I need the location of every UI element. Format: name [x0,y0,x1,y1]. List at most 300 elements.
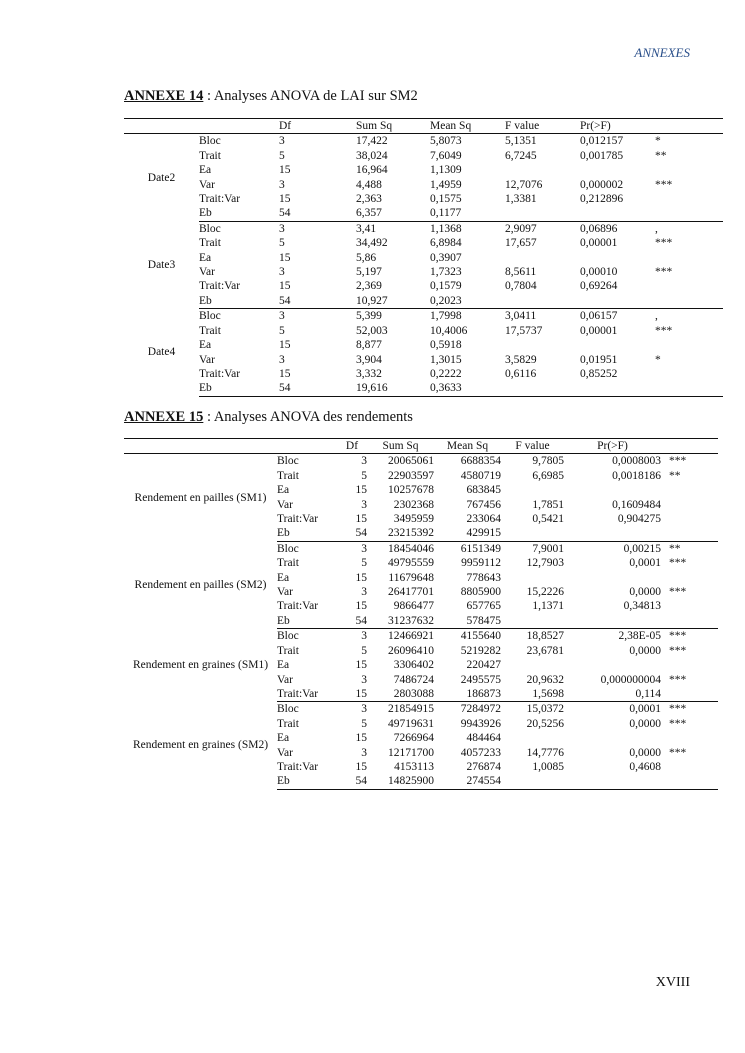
group-label: Date2 [147,171,176,184]
meansq-cell: 7284972 [460,703,501,716]
meansq-cell: 1,4959 [430,178,462,191]
sumsq-cell: 5,399 [356,310,382,323]
source-cell: Ea [277,571,290,584]
source-cell: Trait [277,717,299,730]
table-row [124,454,718,469]
signif-cell [661,526,718,541]
df-cell: 54 [337,526,367,541]
source-cell: Var [277,673,293,686]
pvalue-cell [580,294,655,309]
df-cell: 15 [355,600,367,613]
fvalue-cell [505,338,580,352]
meansq-cell: 0,1579 [430,280,462,293]
group-label: Rendement en graines (SM1) [132,659,269,672]
annexe15-label: ANNEXE 15 [124,409,204,425]
signif-cell [661,774,718,789]
pvalue-cell: 0,69264 [580,280,618,293]
fvalue-cell: 23,6781 [526,644,564,657]
pvalue-cell [564,614,661,629]
fvalue-cell [501,526,564,541]
column-header: Mean Sq [430,119,505,134]
signif-cell: *** [669,644,687,657]
table-row [124,134,723,149]
table-header-row [124,119,723,134]
pvalue-cell [564,571,661,585]
group-header [124,119,199,134]
df-cell: 3 [279,310,285,323]
meansq-cell: 6151349 [460,542,501,555]
fvalue-cell [501,483,564,497]
source-cell: Trait [199,237,221,250]
sumsq-cell: 26096410 [388,644,434,657]
sumsq-cell: 3,332 [356,367,382,380]
df-cell: 3 [361,630,367,643]
sumsq-cell: 3,904 [356,353,382,366]
pvalue-cell: 0,0000 [629,717,661,730]
pvalue-cell: 0,212896 [580,193,624,206]
source-cell: Bloc [199,222,221,235]
fvalue-cell [505,251,580,265]
pvalue-cell: 0,85252 [580,367,618,380]
sumsq-cell: 2,369 [356,280,382,293]
pvalue-cell: 0,0000 [629,746,661,759]
pvalue-cell: 0,904275 [617,513,661,526]
source-cell: Var [199,353,215,366]
meansq-cell: 0,1177 [430,206,505,221]
df-cell: 3 [361,455,367,468]
pvalue-cell [580,206,655,221]
table-row [124,353,723,367]
df-cell: 54 [279,294,356,309]
column-header: F value [501,439,564,454]
fvalue-cell: 6,7245 [505,149,537,162]
sumsq-cell: 14825900 [367,774,434,789]
signif-cell: *** [669,557,687,570]
signif-cell [661,571,718,585]
df-cell: 54 [279,206,356,221]
table-row [124,149,723,163]
fvalue-cell: 15,0372 [526,703,564,716]
fvalue-cell [501,658,564,672]
meansq-cell: 274554 [434,774,501,789]
annexe14-anova-table [124,118,723,397]
meansq-cell: 7,6049 [430,149,462,162]
df-cell: 3 [279,222,285,235]
df-cell: 15 [279,251,291,264]
df-cell: 15 [279,367,291,380]
pvalue-cell [564,774,661,789]
signif-cell [655,163,723,177]
source-cell: Bloc [277,703,299,716]
df-cell: 5 [279,149,285,162]
meansq-cell: 233064 [466,513,501,526]
source-cell: Ea [199,339,212,352]
fvalue-cell: 12,7076 [505,178,543,191]
source-cell: Trait:Var [277,600,319,613]
sumsq-cell: 16,964 [356,164,388,177]
df-cell: 15 [279,193,291,206]
annexe14-label: ANNEXE 14 [124,88,204,104]
signif-cell: , [655,310,658,323]
pvalue-cell: 0,34813 [623,600,661,613]
signif-cell: *** [669,455,687,468]
source-cell: Var [199,178,215,191]
signif-cell [655,338,723,352]
pvalue-cell: 0,0018186 [612,469,661,482]
sumsq-cell: 8,877 [356,339,382,352]
fvalue-cell: 3,5829 [505,353,537,366]
sumsq-cell: 52,003 [356,324,388,337]
annexe15-anova-table [124,438,718,790]
pvalue-cell: 0,1609484 [612,498,661,511]
df-cell: 15 [355,571,367,584]
sumsq-cell: 12466921 [388,630,434,643]
signif-cell: *** [669,703,687,716]
fvalue-cell: 6,6985 [532,469,564,482]
meansq-cell: 276874 [466,760,501,773]
meansq-cell: 683845 [466,484,501,497]
df-cell: 15 [279,280,291,293]
df-cell: 5 [361,469,367,482]
sumsq-cell: 5,197 [356,266,382,279]
sumsq-cell: 22903597 [388,469,434,482]
fvalue-cell [505,206,580,221]
fvalue-cell: 0,5421 [532,513,564,526]
pvalue-cell: 0,0001 [629,557,661,570]
pvalue-cell: 0,0008003 [612,455,661,468]
group-label: Date4 [147,346,176,359]
pvalue-cell: 2,38E-05 [618,630,661,643]
column-header: Mean Sq [434,439,501,454]
pvalue-cell: 0,06896 [580,222,618,235]
group-label: Date3 [147,258,176,271]
fvalue-cell: 14,7776 [526,746,564,759]
source-cell: Trait:Var [277,760,319,773]
df-cell: 5 [361,644,367,657]
table-row [124,236,723,250]
sumsq-cell: 3495959 [393,513,434,526]
source-cell: Trait [277,469,299,482]
table-row [124,192,723,206]
fvalue-cell: 20,5256 [526,717,564,730]
annexe15-title [124,409,413,426]
sumsq-cell: 2302368 [393,498,434,511]
signif-cell: ** [669,469,681,482]
signif-cell [655,279,723,293]
meansq-cell: 5,8073 [430,135,462,148]
df-cell: 3 [279,178,285,191]
signif-cell: , [655,222,658,235]
pvalue-cell: 0,4608 [629,760,661,773]
table-row [124,324,723,338]
meansq-cell: 1,7323 [430,266,462,279]
df-cell: 15 [355,513,367,526]
table-row [124,221,723,236]
sumsq-cell: 17,422 [356,135,388,148]
fvalue-cell: 1,5698 [501,687,564,702]
sumsq-cell: 11679648 [388,571,434,584]
signif-cell: *** [655,324,673,337]
df-cell: 3 [361,498,367,511]
source-cell: Trait:Var [199,367,241,380]
signif-cell [655,192,723,206]
column-header: Df [337,439,367,454]
fvalue-cell: 9,7805 [532,455,564,468]
fvalue-cell [501,614,564,629]
df-cell: 3 [279,135,285,148]
row-group [124,221,723,308]
group-label: Rendement en graines (SM2) [132,739,269,752]
pvalue-cell: 0,01951 [580,353,618,366]
meansq-cell: 4057233 [460,746,501,759]
fvalue-cell [501,774,564,789]
fvalue-cell: 12,7903 [526,557,564,570]
source-cell: Var [277,586,293,599]
table-row [124,251,723,265]
meansq-cell: 4580719 [460,469,501,482]
source-cell: Trait:Var [277,513,319,526]
sumsq-cell: 49719631 [388,717,434,730]
group-label: Rendement en pailles (SM2) [134,578,267,591]
annexe14-caption: : Analyses ANOVA de LAI sur SM2 [203,88,418,104]
signif-cell: *** [669,586,687,599]
meansq-cell: 186873 [434,687,501,702]
annexe14-title [124,88,418,105]
pvalue-cell [580,381,655,396]
sumsq-cell: 18454046 [388,542,434,555]
column-header: F value [505,119,580,134]
source-cell: Bloc [199,310,221,323]
source-cell: Trait [199,324,221,337]
df-cell: 15 [355,484,367,497]
table-row [124,163,723,177]
signif-cell: ** [655,149,667,162]
df-cell: 3 [361,746,367,759]
df-cell: 15 [279,339,291,352]
column-header: Sum Sq [356,119,430,134]
column-header: Sum Sq [367,439,434,454]
source-cell: Ea [277,732,290,745]
source-cell: Var [277,746,293,759]
table-row [124,367,723,381]
meansq-cell: 578475 [434,614,501,629]
source-cell: Trait [277,644,299,657]
fvalue-cell: 20,9632 [526,673,564,686]
meansq-cell: 1,3015 [430,353,462,366]
signif-cell: *** [669,630,687,643]
fvalue-cell: 1,7851 [532,498,564,511]
signif-cell: * [655,135,661,148]
meansq-cell: 0,3633 [430,381,505,396]
pvalue-cell: 0,0000 [629,644,661,657]
signif-cell [661,599,718,613]
row-group [124,134,723,221]
fvalue-cell: 8,5611 [505,266,537,279]
source-header [199,119,279,134]
fvalue-cell: 1,0085 [532,760,564,773]
pvalue-cell [564,731,661,745]
sumsq-cell: 26417701 [388,586,434,599]
signif-cell: *** [669,717,687,730]
source-cell: Bloc [199,135,221,148]
row-group [124,629,718,702]
sumsq-cell: 19,616 [356,381,430,396]
df-cell: 54 [279,381,356,396]
source-cell: Bloc [277,455,299,468]
signif-cell [655,381,723,396]
pvalue-cell: 0,06157 [580,310,618,323]
df-cell: 54 [337,774,367,789]
row-group [124,454,718,541]
source-cell: Trait:Var [199,280,241,293]
source-cell: Eb [199,381,279,396]
running-header: ANNEXES [634,45,690,60]
column-header: Pr(>F) [564,439,661,454]
source-cell: Eb [199,294,279,309]
meansq-cell: 0,1575 [430,193,462,206]
fvalue-cell: 17,5737 [505,324,543,337]
meansq-cell: 0,3907 [430,251,462,264]
pvalue-cell [580,338,655,352]
source-cell: Ea [277,659,290,672]
sumsq-cell: 10,927 [356,294,430,309]
sumsq-cell: 6,357 [356,206,430,221]
pvalue-cell [564,526,661,541]
sumsq-cell: 34,492 [356,237,388,250]
source-cell: Eb [199,206,279,221]
sumsq-cell: 2803088 [367,687,434,702]
df-cell: 5 [361,557,367,570]
sumsq-cell: 10257678 [388,484,434,497]
fvalue-cell: 5,1351 [505,135,537,148]
signif-cell [661,614,718,629]
df-cell: 3 [361,586,367,599]
df-cell: 3 [361,703,367,716]
meansq-cell: 1,1309 [430,164,462,177]
signif-cell [661,512,718,526]
source-cell: Trait:Var [199,193,241,206]
fvalue-cell: 1,3381 [505,193,537,206]
sumsq-cell: 2,363 [356,193,382,206]
signif-cell: * [655,353,661,366]
df-cell: 15 [355,659,367,672]
fvalue-cell [505,163,580,177]
meansq-cell: 1,7998 [430,310,462,323]
sumsq-cell: 9866477 [393,600,434,613]
sumsq-cell: 7266964 [393,732,434,745]
pvalue-cell: 0,114 [564,687,661,702]
sumsq-cell: 5,86 [356,251,377,264]
page-number: XVIII [655,975,690,990]
df-cell: 5 [279,237,285,250]
pvalue-cell: 0,001785 [580,149,624,162]
sumsq-cell: 38,024 [356,149,388,162]
fvalue-cell: 17,657 [505,237,537,250]
source-cell: Trait [199,149,221,162]
df-cell: 15 [355,732,367,745]
source-cell: Bloc [277,630,299,643]
sumsq-cell: 23215392 [367,526,434,541]
signif-header [655,119,723,134]
df-cell: 3 [361,542,367,555]
signif-cell: *** [655,266,673,279]
pvalue-cell: 0,000002 [580,178,624,191]
source-cell: Eb [277,526,337,541]
signif-cell [661,760,718,774]
signif-cell [655,206,723,221]
meansq-cell: 10,4006 [430,324,468,337]
meansq-cell: 1,1368 [430,222,462,235]
table-row [124,178,723,192]
table-row [124,279,723,293]
signif-cell [661,731,718,745]
fvalue-cell: 15,2226 [526,586,564,599]
sumsq-cell: 4153113 [394,760,434,773]
meansq-cell: 0,5918 [430,339,462,352]
source-cell: Eb [277,774,337,789]
meansq-cell: 0,2023 [430,294,505,309]
signif-cell [661,687,718,702]
fvalue-cell [505,294,580,309]
sumsq-cell: 3,41 [356,222,377,235]
sumsq-cell: 3306402 [393,659,434,672]
table-header-row [124,439,718,454]
pvalue-cell: 0,00001 [580,324,618,337]
fvalue-cell [501,571,564,585]
table-row [124,541,718,556]
table-row [124,338,723,352]
fvalue-cell: 0,7804 [505,280,537,293]
fvalue-cell: 3,0411 [505,310,537,323]
meansq-cell: 2495575 [460,673,501,686]
meansq-cell: 5219282 [460,644,501,657]
meansq-cell: 9943926 [460,717,501,730]
fvalue-cell: 0,6116 [505,367,537,380]
sumsq-cell: 20065061 [388,455,434,468]
signif-cell [661,483,718,497]
df-cell: 15 [279,164,291,177]
source-cell: Bloc [277,542,299,555]
signif-cell: ** [669,542,681,555]
group-header [124,439,277,454]
meansq-cell: 767456 [466,498,501,511]
row-group [124,309,723,396]
sumsq-cell: 12171700 [388,746,434,759]
signif-header [661,439,718,454]
source-cell: Ea [277,484,290,497]
column-header: Df [279,119,356,134]
source-cell: Ea [199,164,212,177]
df-cell: 3 [279,266,285,279]
signif-cell [661,658,718,672]
sumsq-cell: 31237632 [367,614,434,629]
pvalue-cell [564,658,661,672]
table-row [124,294,723,309]
fvalue-cell: 18,8527 [526,630,564,643]
pvalue-cell [564,483,661,497]
meansq-cell: 4155640 [460,630,501,643]
annexe15-caption: : Analyses ANOVA des rendements [203,409,413,425]
source-cell: Ea [199,251,212,264]
pvalue-cell: 0,0000 [629,586,661,599]
pvalue-cell: 0,0001 [629,703,661,716]
fvalue-cell [505,381,580,396]
source-cell: Trait:Var [277,687,337,702]
table-row [124,702,718,717]
table-row [124,381,723,396]
fvalue-cell: 1,1371 [532,600,564,613]
signif-cell [655,294,723,309]
